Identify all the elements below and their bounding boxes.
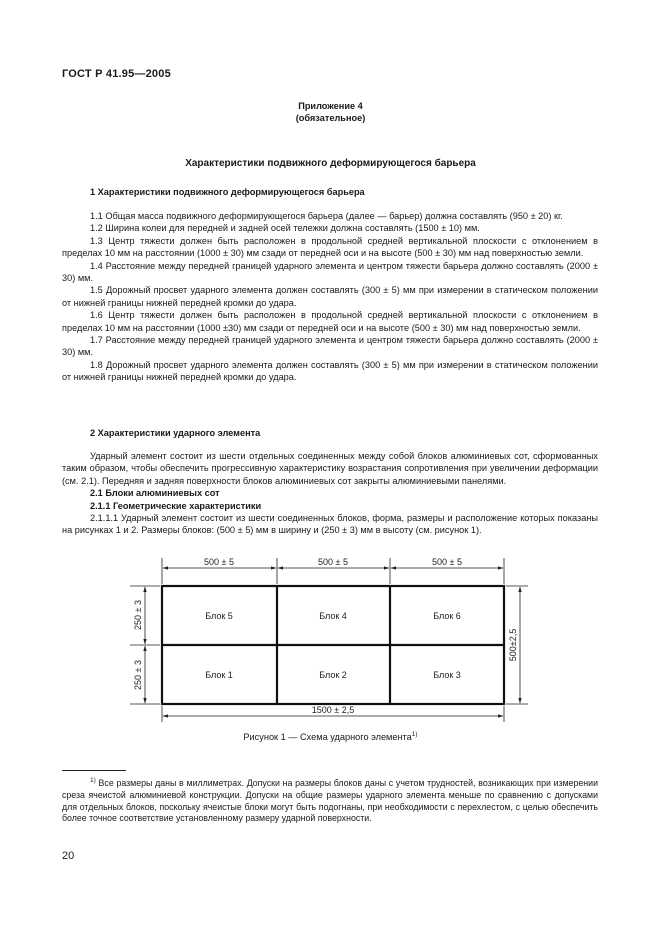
appendix-title: Приложение 4 [298,101,363,111]
subsection-2-1-1-heading: 2.1.1 Геометрические характеристики [90,500,262,511]
figure-caption-text: Рисунок 1 — Схема ударного элемента [243,732,412,742]
figure-caption [0,731,661,743]
section-1-heading: 1 Характеристики подвижного деформирующегося барьера [90,187,365,197]
footnote-marker: 1) [90,777,96,785]
dim-top-2: 500 ± 5 [318,557,348,567]
footnote-separator [62,770,126,771]
paragraph-1-7: 1.7 Расстояние между передней границей ударного элемента и центром тяжести барьера должно составлять (2000 ± 30) мм. [62,335,598,358]
dim-left-1: 250 ± 3 [133,600,143,630]
figure-caption-footnote-marker: 1) [411,730,418,738]
section-2-intro: Ударный элемент состоит из шести отдельных соединенных между собой блоков алюминиевых сот, сформованных таким образом, чтобы обеспечить прогрессивную характеристику возрастания сопротивления при увеличении деформации (см. 2.1). Передняя и задняя поверхности блоков алюминиевых сот закрыты алюминиевыми панелями. [62,451,598,486]
block-label-5: Блок 5 [205,611,233,621]
appendix-subtitle: (обязательное) [295,113,366,123]
footnote [62,778,598,825]
dim-bottom: 1500 ± 2,5 [311,705,355,715]
main-title: Характеристики подвижного деформирующегося барьера [185,158,476,169]
paragraph-1-6: 1.6 Центр тяжести должен быть расположен в продольной средней вертикальной плоскости с отклонением в пределах 10 мм на расстоянии (1000 ±30) мм сзади от передней оси и на высоте (500 ± 30) мм над поверхностью земли. [62,310,598,333]
block-label-2: Блок 2 [319,670,347,680]
section-2-heading: 2 Характеристики ударного элемента [90,428,261,438]
paragraph-1-1: 1.1 Общая масса подвижного деформирующегося барьера (далее — барьер) должна составлять (950 ± 20) кг. [90,211,563,221]
block-label-1: Блок 1 [205,670,233,680]
paragraph-1-3: 1.3 Центр тяжести должен быть расположен в продольной средней вертикальной плоскости с отклонением в пределах 10 мм на расстоянии (1000 ± 30) мм сзади от передней оси и на высоте (500 ± 30) мм над поверхностью земли. [62,235,598,259]
dim-right: 500±2,5 [508,628,518,662]
paragraph-1-4: 1.4 Расстояние между передней границей ударного элемента и центром тяжести барьера должно составлять (2000 ± 30) мм. [62,260,598,284]
paragraph-1-8: 1.8 Дорожный просвет ударного элемента должен составлять (300 ± 5) мм при измерении в статическом положении от нижней границы нижней передней кромки до удара. [62,359,598,383]
dim-left-2: 250 ± 3 [133,660,143,690]
paragraph-1-5: 1.5 Дорожный просвет ударного элемента должен составлять (300 ± 5) мм при измерении в статическом положении от нижней границы нижней передней кромки до удара. [62,285,598,308]
document-id: ГОСТ Р 41.95—2005 [62,68,171,80]
dim-top-3: 500 ± 5 [432,557,462,567]
paragraph-2-1-1-1: 2.1.1.1 Ударный элемент состоит из шести соединенных блоков, форма, размеры и расположение которых показаны на рисунках 1 и 2. Размеры блоков: (500 ± 5) мм в ширину и (250 ± 3) мм в высоту (см. рисунок 1). [62,513,598,536]
block-label-6: Блок 6 [433,611,461,621]
subsection-2-1-heading: 2.1 Блоки алюминиевых сот [90,488,220,499]
block-label-4: Блок 4 [319,611,347,621]
dim-top-1: 500 ± 5 [204,557,234,567]
footnote-text: Все размеры даны в миллиметрах. Допуски на размеры блоков даны с учетом трудностей, возникающих при измерении среза ячеистой алюминиевой конструкции. Допуски на общие размеры ударного элемента меньше по сравнению с допусками для отдельных блоков, поскольку ячеистые блоки могут быть подогнаны, при необходимости с перехлестом, с целью обеспечить более точное соответствие установленному размеру ударной поверхности. [62,778,598,824]
paragraph-1-2: 1.2 Ширина колеи для передней и задней осей тележки должна составлять (1500 ± 10) мм. [90,223,480,234]
block-label-3: Блок 3 [433,670,461,680]
page-number: 20 [62,850,75,862]
